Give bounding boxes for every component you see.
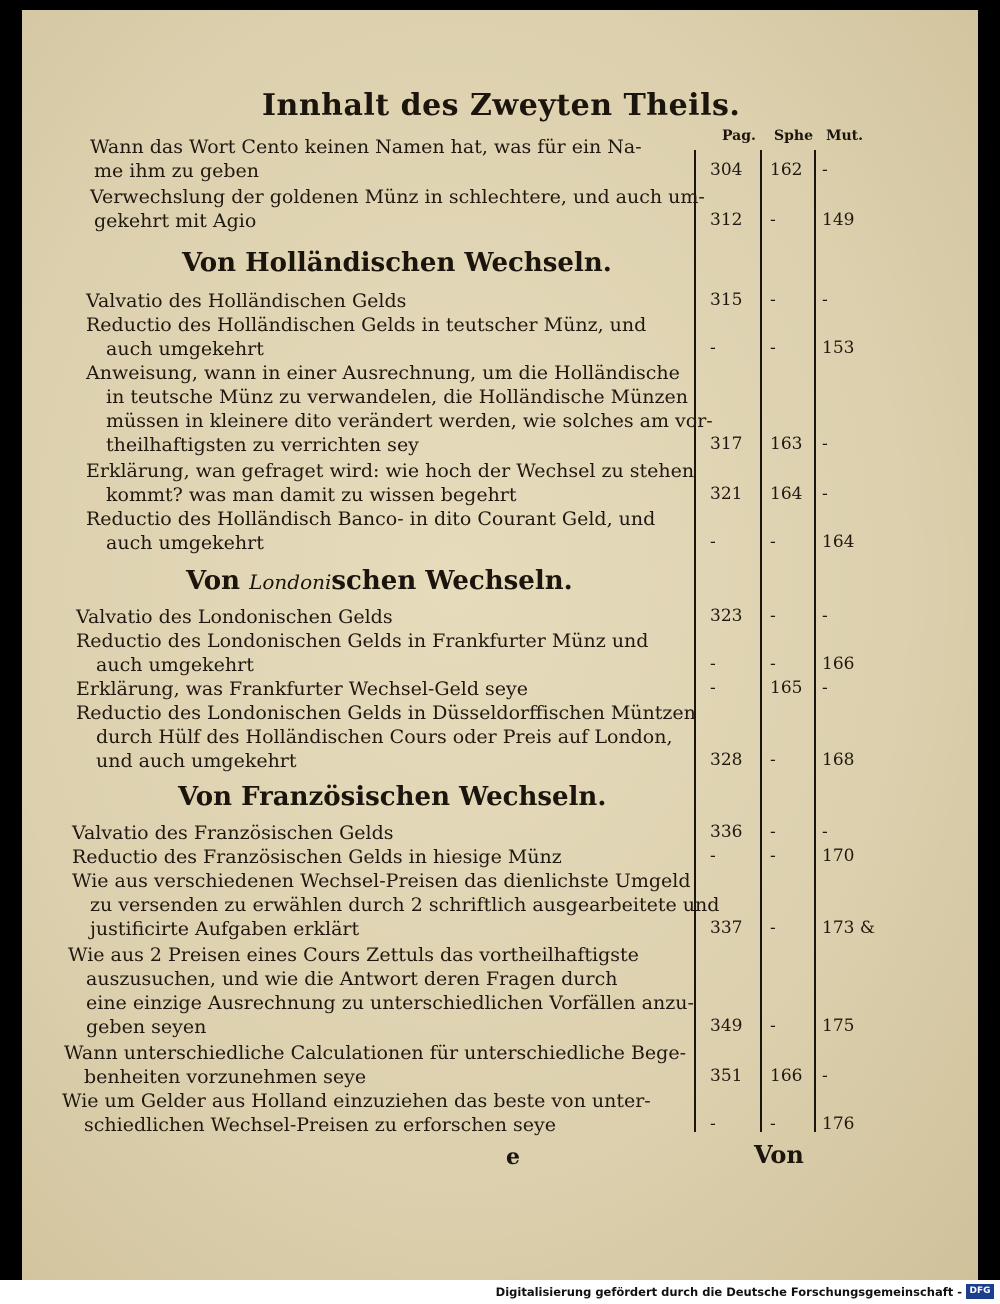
entry-mut: - (822, 434, 828, 454)
entry-mut: - (822, 822, 828, 842)
entry-text-line: Reductio des Londonischen Gelds in Frankfurter Münz und (76, 630, 649, 652)
toc-entry (22, 918, 982, 942)
toc-entry (22, 944, 982, 968)
entry-page: 328 (710, 750, 743, 770)
toc-entry (22, 532, 982, 556)
entry-page: 317 (710, 434, 743, 454)
toc-entry (22, 702, 982, 726)
entry-page: 321 (710, 484, 743, 504)
entry-text-line: Wann unterschiedliche Calculationen für unterschiedliche Bege- (64, 1042, 686, 1064)
entry-text-line: gekehrt mit Agio (94, 210, 257, 232)
entry-page: 315 (710, 290, 743, 310)
toc-entry (22, 434, 982, 458)
toc-entry (22, 210, 982, 234)
toc-entry (22, 1066, 982, 1090)
entry-page: - (710, 678, 716, 698)
entry-text-line: Reductio des Londonischen Gelds in Düsseldorffischen Müntzen (76, 702, 696, 724)
entry-text-line: Wann das Wort Cento keinen Namen hat, was für ein Na- (90, 136, 642, 158)
toc-entry (22, 1090, 982, 1114)
entry-text-line: justificirte Aufgaben erklärt (90, 918, 360, 940)
entry-page: 337 (710, 918, 743, 938)
toc-entry (22, 654, 982, 678)
entry-text-line: geben seyen (86, 1016, 207, 1038)
entry-mut: 149 (822, 210, 855, 230)
entry-sphe: - (770, 918, 776, 938)
entry-sphe: 166 (770, 1066, 803, 1086)
entry-sphe: - (770, 654, 776, 674)
column-header-mut: Mut. (826, 128, 864, 144)
column-header-pag: Pag. (722, 128, 756, 144)
entry-sphe: 163 (770, 434, 803, 454)
toc-entry (22, 136, 982, 160)
entry-text-line: Wie aus verschiedenen Wechsel-Preisen das dienlichste Umgeld (72, 870, 691, 892)
catchword: Von (754, 1140, 804, 1169)
entry-mut: - (822, 484, 828, 504)
entry-text-line: müssen in kleinere dito verändert werden, wie solches am vor- (106, 410, 713, 432)
entry-text-line: Erklärung, wan gefraget wird: wie hoch der Wechsel zu stehen (86, 460, 695, 482)
toc-entry (22, 750, 982, 774)
toc-entry (22, 1016, 982, 1040)
entry-sphe: 164 (770, 484, 803, 504)
entry-text-line: Wie um Gelder aus Holland einzuziehen das beste von unter- (62, 1090, 651, 1112)
toc-entry (22, 160, 982, 184)
entry-text-line: zu versenden zu erwählen durch 2 schriftlich ausgearbeitete und (90, 894, 720, 916)
entry-sphe: - (770, 210, 776, 230)
toc-entry (22, 968, 982, 992)
entry-mut: 176 (822, 1114, 855, 1134)
entry-mut: 175 (822, 1016, 855, 1036)
entry-mut: 173 & (822, 918, 875, 938)
entry-sphe: - (770, 338, 776, 358)
toc-entry (22, 186, 982, 210)
toc-entry (22, 846, 982, 870)
entry-text-line: auch umgekehrt (96, 654, 254, 676)
entry-mut: 166 (822, 654, 855, 674)
section-heading: Von Holländischen Wechseln. (182, 248, 612, 278)
entry-page: - (710, 338, 716, 358)
signature-mark: e (506, 1144, 520, 1170)
section-heading (186, 566, 573, 596)
entry-text-line: Valvatio des Französischen Gelds (72, 822, 394, 844)
toc-entry (22, 870, 982, 894)
entry-mut: - (822, 1066, 828, 1086)
entry-mut: - (822, 678, 828, 698)
entry-text-line: theilhaftigsten zu verrichten sey (106, 434, 419, 456)
entry-text-line: Valvatio des Londonischen Gelds (76, 606, 393, 628)
toc-entry (22, 726, 982, 750)
entry-sphe: - (770, 822, 776, 842)
entry-text-line: Wie aus 2 Preisen eines Cours Zettuls das vortheilhaftigste (68, 944, 639, 966)
entry-sphe: - (770, 290, 776, 310)
toc-entry (22, 630, 982, 654)
entry-sphe: - (770, 1016, 776, 1036)
entry-sphe: 162 (770, 160, 803, 180)
entry-text-line: in teutsche Münz zu verwandelen, die Holländische Münzen (106, 386, 689, 408)
entry-text-line: und auch umgekehrt (96, 750, 297, 772)
toc-entry (22, 386, 982, 410)
toc-entry (22, 822, 982, 846)
entry-text-line: Reductio des Französischen Gelds in hiesige Münz (72, 846, 562, 868)
entry-page: - (710, 1114, 716, 1134)
toc-entry (22, 338, 982, 362)
entry-page: 349 (710, 1016, 743, 1036)
column-header-sph: Sphe (774, 128, 813, 144)
entry-mut: 168 (822, 750, 855, 770)
entry-sphe: - (770, 750, 776, 770)
toc-entry (22, 484, 982, 508)
entry-text-line: durch Hülf des Holländischen Cours oder Preis auf London, (96, 726, 673, 748)
entry-text-line: me ihm zu geben (94, 160, 260, 182)
section-heading-part: schen Wechseln. (331, 566, 573, 596)
section-heading-part: Von (186, 566, 250, 596)
entry-text-line: Anweisung, wann in einer Ausrechnung, um die Holländische (86, 362, 680, 384)
entry-sphe: - (770, 1114, 776, 1134)
entry-mut: 153 (822, 338, 855, 358)
toc-entry (22, 410, 982, 434)
entry-page: 336 (710, 822, 743, 842)
entry-sphe: - (770, 606, 776, 626)
toc-entry (22, 508, 982, 532)
entry-sphe: - (770, 846, 776, 866)
dfg-logo-icon: DFG (966, 1284, 994, 1299)
entry-sphe: 165 (770, 678, 803, 698)
entry-text-line: Reductio des Holländisch Banco- in dito Courant Geld, und (86, 508, 656, 530)
footer-bar (0, 1280, 1000, 1304)
entry-page: 304 (710, 160, 743, 180)
entry-text-line: schiedlichen Wechsel-Preisen zu erforschen seye (84, 1114, 557, 1136)
entry-mut: - (822, 606, 828, 626)
entry-mut: - (822, 160, 828, 180)
entry-text-line: benheiten vorzunehmen seye (84, 1066, 367, 1088)
entry-page: - (710, 654, 716, 674)
toc-entry (22, 992, 982, 1016)
toc-entry (22, 894, 982, 918)
entry-text-line: auszusuchen, und wie die Antwort deren Fragen durch (86, 968, 618, 990)
toc-entry (22, 1042, 982, 1066)
toc-entry (22, 606, 982, 630)
toc-entry (22, 1114, 982, 1138)
entry-page: - (710, 846, 716, 866)
entry-sphe: - (770, 532, 776, 552)
section-heading: Von Französischen Wechseln. (178, 782, 607, 812)
entry-text-line: Erklärung, was Frankfurter Wechsel-Geld seye (76, 678, 529, 700)
entry-text-line: auch umgekehrt (106, 338, 264, 360)
entry-text-line: Verwechslung der goldenen Münz in schlechtere, und auch um- (90, 186, 705, 208)
scanned-page (22, 10, 978, 1280)
footer-credit: Digitalisierung gefördert durch die Deutsche Forschungsgemeinschaft - (495, 1285, 962, 1299)
entry-page: 323 (710, 606, 743, 626)
entry-page: 312 (710, 210, 743, 230)
toc-entry (22, 460, 982, 484)
toc-entry (22, 362, 982, 386)
entry-text-line: kommt? was man damit zu wissen begehrt (106, 484, 517, 506)
entry-mut: - (822, 290, 828, 310)
page-title: Innhalt des Zweyten Theils. (262, 88, 741, 123)
entry-page: - (710, 532, 716, 552)
section-heading-italic: Londoni (249, 570, 332, 594)
entry-page: 351 (710, 1066, 743, 1086)
toc-entry (22, 314, 982, 338)
entry-text-line: auch umgekehrt (106, 532, 264, 554)
entry-mut: 170 (822, 846, 855, 866)
entry-text-line: eine einzige Ausrechnung zu unterschiedlichen Vorfällen anzu- (86, 992, 694, 1014)
entry-mut: 164 (822, 532, 855, 552)
toc-entry (22, 678, 982, 702)
toc-entry (22, 290, 982, 314)
entry-text-line: Reductio des Holländischen Gelds in teutscher Münz, und (86, 314, 647, 336)
entry-text-line: Valvatio des Holländischen Gelds (86, 290, 407, 312)
